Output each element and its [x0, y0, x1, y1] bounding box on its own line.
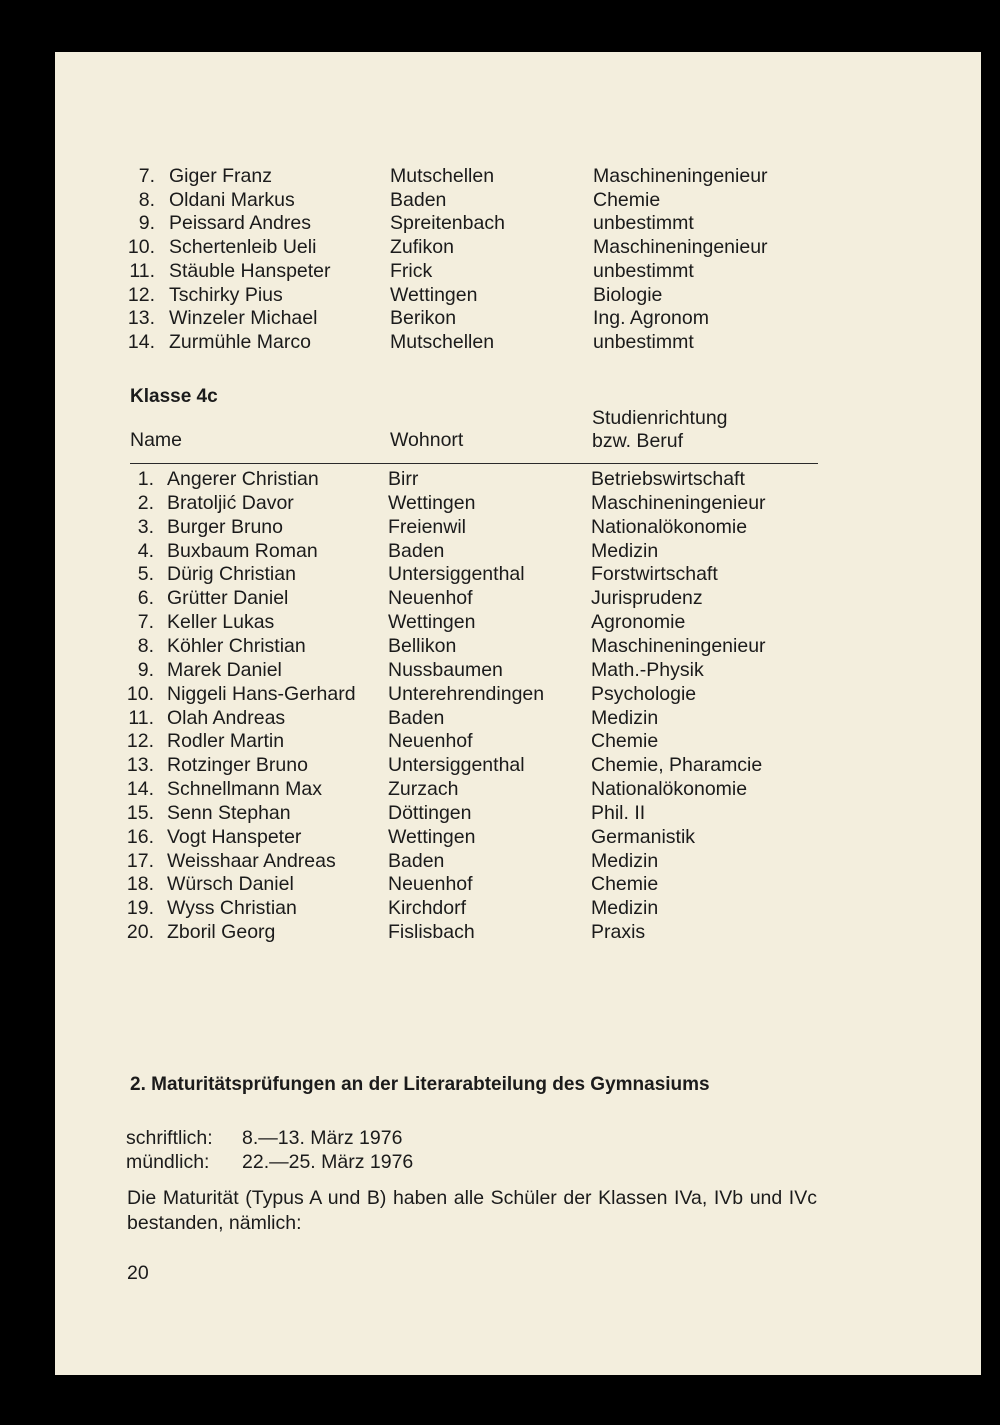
student-wohnort: Neuenhof	[388, 730, 473, 753]
student-wohnort: Unterehrendingen	[388, 682, 545, 705]
student-studienrichtung: unbestimmt	[593, 259, 694, 282]
student-studienrichtung: Chemie, Pharamcie	[591, 754, 763, 777]
written-exam-label: schriftlich:	[126, 1127, 213, 1149]
row-number: 5.	[137, 563, 154, 586]
section-2-title: 2. Maturitätsprüfungen an der Literarabteilung des Gymnasiums	[130, 1074, 710, 1095]
student-wohnort: Wettingen	[388, 491, 476, 514]
student-studienrichtung: Medizin	[591, 706, 659, 729]
result-paragraph: Die Maturität (Typus A und B) haben alle Schüler der Klassen IVa, IVb und IVc bestanden, nämlich:	[127, 1187, 817, 1234]
student-wohnort: Birr	[388, 468, 419, 490]
student-studienrichtung: unbestimmt	[593, 330, 694, 353]
student-name: Giger Franz	[169, 165, 272, 187]
row-number: 6.	[137, 587, 154, 610]
column-header-studienrichtung-line2: bzw. Beruf	[592, 430, 684, 452]
student-studienrichtung: Medizin	[591, 849, 659, 872]
student-name: Rodler Martin	[167, 730, 285, 753]
row-number: 9.	[137, 658, 154, 681]
student-name: Vogt Hanspeter	[167, 825, 302, 848]
document-page	[55, 52, 981, 1375]
student-wohnort: Freienwil	[388, 515, 467, 538]
page-number: 20	[127, 1262, 149, 1284]
student-studienrichtung: Maschineningenieur	[591, 634, 766, 657]
student-name: Zurmühle Marco	[169, 330, 311, 353]
student-wohnort: Nussbaumen	[388, 658, 503, 681]
student-name: Senn Stephan	[167, 801, 291, 824]
row-number: 8.	[138, 188, 155, 211]
row-number: 19.	[126, 897, 154, 920]
column-header-wohnort: Wohnort	[390, 429, 464, 451]
student-wohnort: Neuenhof	[388, 873, 473, 896]
student-studienrichtung: Maschineningenieur	[593, 236, 768, 259]
student-name: Tschirky Pius	[169, 283, 283, 306]
student-wohnort: Spreitenbach	[390, 212, 505, 235]
student-studienrichtung: Medizin	[591, 897, 659, 920]
row-number: 13.	[127, 307, 155, 330]
student-wohnort: Bellikon	[388, 634, 457, 657]
student-name: Zboril Georg	[167, 921, 276, 944]
student-studienrichtung: Praxis	[591, 921, 646, 944]
student-wohnort: Wettingen	[390, 283, 478, 306]
student-name: Winzeler Michael	[169, 307, 318, 330]
row-number: 3.	[137, 515, 154, 538]
oral-exam-line	[126, 1150, 413, 1174]
row-number: 8.	[137, 634, 154, 657]
student-name: Stäuble Hanspeter	[169, 259, 331, 282]
student-wohnort: Zufikon	[390, 236, 454, 259]
row-number: 16.	[126, 825, 154, 848]
student-wohnort: Untersiggenthal	[388, 563, 525, 586]
student-name: Würsch Daniel	[167, 873, 294, 896]
student-studienrichtung: Phil. II	[591, 801, 646, 824]
row-number: 11.	[128, 706, 154, 729]
student-studienrichtung: Nationalökonomie	[591, 778, 748, 801]
student-name: Köhler Christian	[167, 634, 306, 657]
column-header-name: Name	[130, 429, 183, 451]
row-number: 18.	[126, 873, 154, 896]
student-studienrichtung: Psychologie	[591, 682, 697, 705]
student-wohnort: Döttingen	[388, 801, 472, 824]
student-name: Angerer Christian	[167, 468, 319, 490]
student-wohnort: Mutschellen	[390, 330, 495, 353]
oral-exam-dates: 22.—25. März 1976	[242, 1151, 414, 1173]
student-name: Oldani Markus	[169, 188, 295, 211]
student-studienrichtung: Maschineningenieur	[591, 491, 766, 514]
row-number: 2.	[137, 491, 154, 514]
row-number: 14.	[126, 778, 154, 801]
oral-exam-label: mündlich:	[126, 1151, 210, 1173]
row-number: 13.	[126, 754, 154, 777]
klasse-4c-heading: Klasse 4c	[130, 386, 218, 407]
row-number: 11.	[129, 259, 155, 282]
student-studienrichtung: unbestimmt	[593, 212, 694, 235]
student-wohnort: Neuenhof	[388, 587, 473, 610]
row-number: 9.	[138, 212, 155, 235]
row-number: 4.	[137, 539, 154, 562]
student-name: Marek Daniel	[167, 658, 282, 681]
header-rule	[130, 463, 818, 464]
student-name: Rotzinger Bruno	[167, 754, 308, 777]
student-name: Burger Bruno	[167, 515, 283, 538]
row-number: 12.	[126, 730, 154, 753]
student-name: Schertenleib Ueli	[169, 236, 317, 259]
student-wohnort: Fislisbach	[388, 921, 475, 944]
student-studienrichtung: Jurisprudenz	[591, 587, 703, 610]
student-wohnort: Berikon	[390, 307, 457, 330]
student-wohnort: Zurzach	[388, 778, 459, 801]
student-studienrichtung: Maschineningenieur	[593, 165, 768, 187]
student-wohnort: Baden	[388, 539, 445, 562]
row-number: 10.	[126, 682, 154, 705]
student-studienrichtung: Forstwirtschaft	[591, 563, 718, 586]
row-number: 1.	[137, 468, 154, 490]
student-wohnort: Wettingen	[388, 611, 476, 634]
student-name: Schnellmann Max	[167, 778, 322, 801]
student-wohnort: Baden	[388, 706, 445, 729]
student-studienrichtung: Chemie	[591, 730, 659, 753]
row-number: 10.	[127, 236, 155, 259]
student-name: Buxbaum Roman	[167, 539, 318, 562]
student-studienrichtung: Agronomie	[591, 611, 686, 634]
student-name: Weisshaar Andreas	[167, 849, 336, 872]
student-name: Olah Andreas	[167, 706, 286, 729]
student-name: Grütter Daniel	[167, 587, 289, 610]
student-studienrichtung: Chemie	[591, 873, 659, 896]
written-exam-line	[126, 1126, 402, 1150]
row-number: 12.	[127, 283, 155, 306]
student-name: Wyss Christian	[167, 897, 297, 920]
student-studienrichtung: Medizin	[591, 539, 659, 562]
row-number: 20.	[126, 921, 154, 944]
student-name: Bratoljić Davor	[167, 491, 294, 514]
student-name: Niggeli Hans-Gerhard	[167, 682, 356, 705]
student-studienrichtung: Chemie	[593, 188, 661, 211]
row-number: 14.	[127, 330, 155, 353]
student-wohnort: Baden	[390, 188, 447, 211]
student-wohnort: Kirchdorf	[388, 897, 467, 920]
column-header-studienrichtung-line1: Studienrichtung	[592, 407, 728, 429]
student-studienrichtung: Ing. Agronom	[593, 307, 709, 330]
student-studienrichtung: Math.-Physik	[591, 658, 704, 681]
student-studienrichtung: Biologie	[593, 283, 663, 306]
student-wohnort: Untersiggenthal	[388, 754, 525, 777]
student-wohnort: Mutschellen	[390, 165, 495, 187]
written-exam-dates: 8.—13. März 1976	[242, 1127, 403, 1149]
student-name: Dürig Christian	[167, 563, 296, 586]
student-studienrichtung: Germanistik	[591, 825, 696, 848]
student-wohnort: Baden	[388, 849, 445, 872]
student-name: Keller Lukas	[167, 611, 275, 634]
row-number: 7.	[138, 165, 155, 187]
student-wohnort: Wettingen	[388, 825, 476, 848]
column-header-studienrichtung	[592, 407, 728, 453]
student-wohnort: Frick	[390, 259, 433, 282]
student-studienrichtung: Nationalökonomie	[591, 515, 748, 538]
row-number: 17.	[126, 849, 154, 872]
student-studienrichtung: Betriebswirtschaft	[591, 468, 745, 490]
row-number: 15.	[126, 801, 154, 824]
row-number: 7.	[137, 611, 154, 634]
student-name: Peissard Andres	[169, 212, 311, 235]
